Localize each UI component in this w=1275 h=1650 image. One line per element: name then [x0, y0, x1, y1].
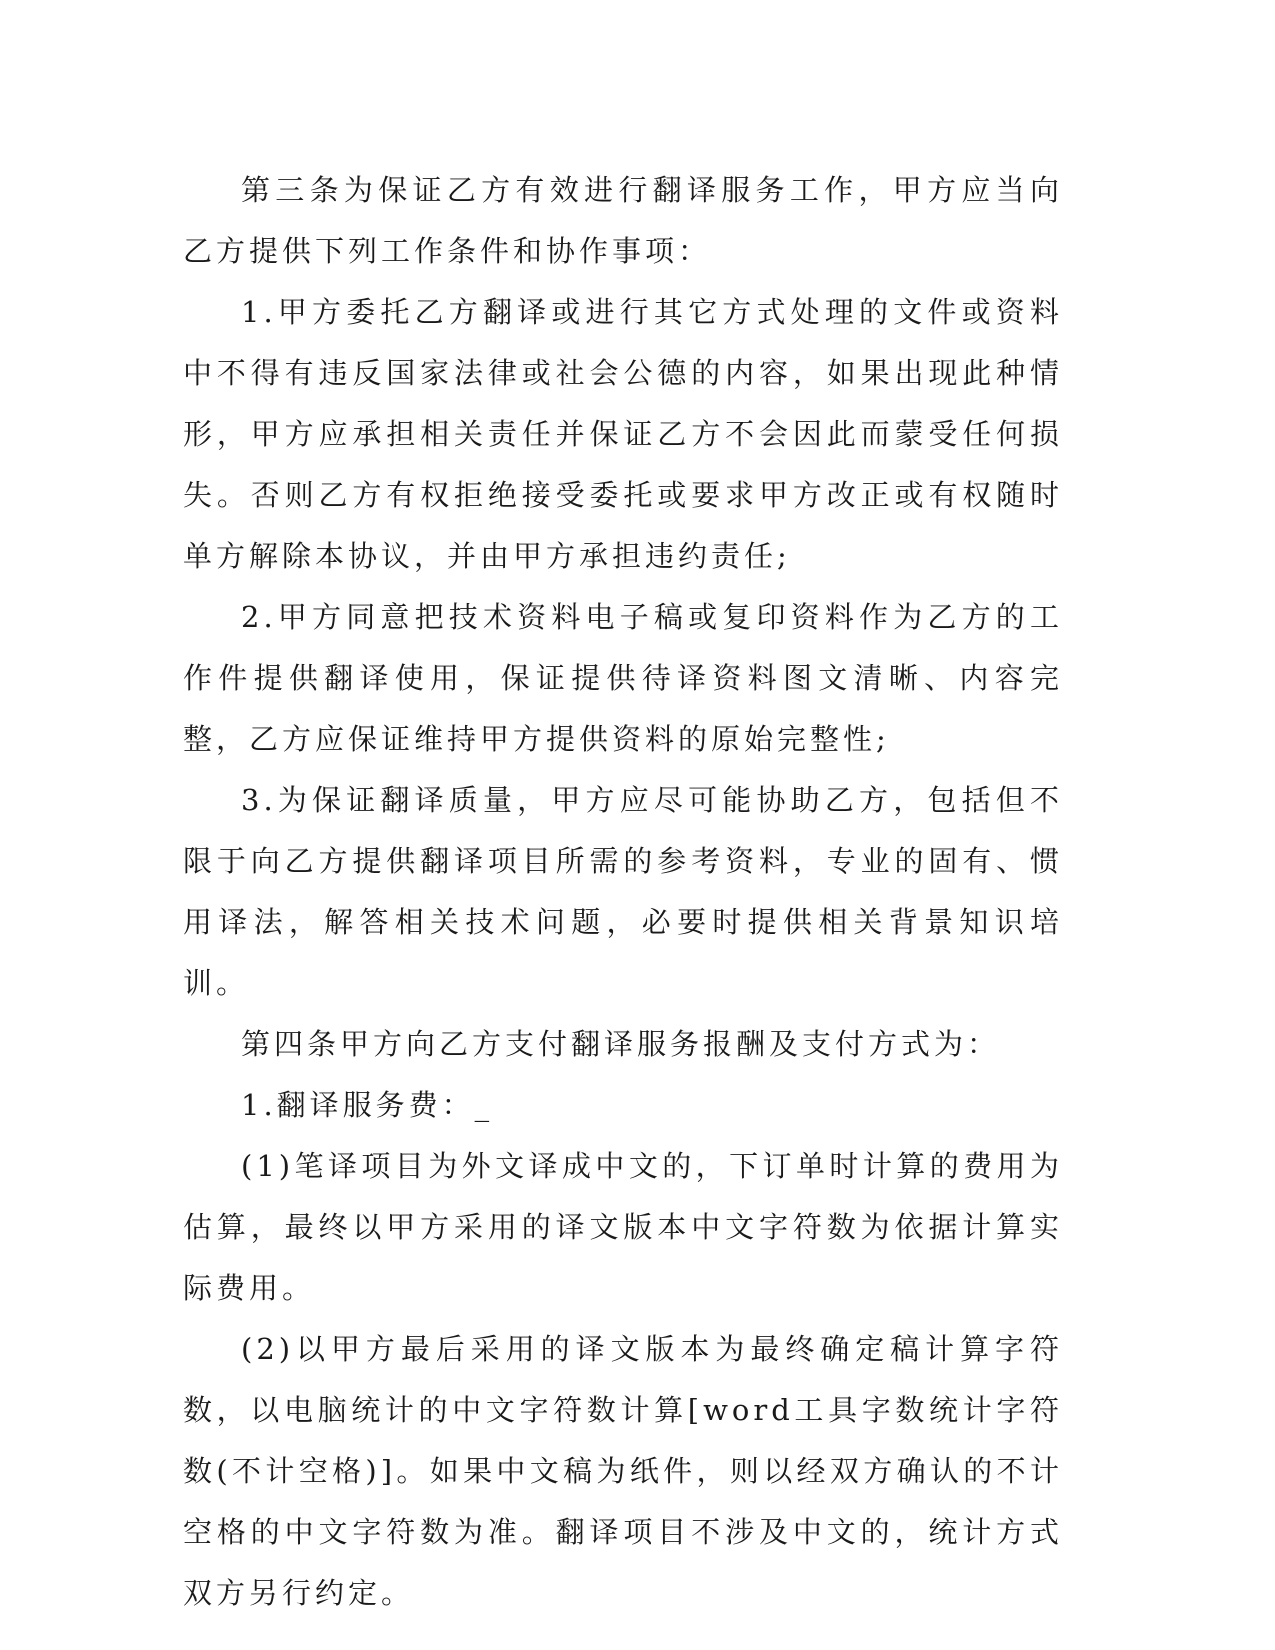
article-3-heading-paragraph: 第三条为保证乙方有效进行翻译服务工作，甲方应当向乙方提供下列工作条件和协作事项： [183, 173, 1063, 268]
translation-fee-paragraph: 1.翻译服务费：_ [241, 1088, 494, 1122]
article-3-item-2-paragraph: 2.甲方同意把技术资料电子稿或复印资料作为乙方的工作件提供翻译使用，保证提供待译资料图文清晰、内容完整，乙方应保证维持甲方提供资料的原始完整性; [183, 600, 1063, 756]
article-4-heading-paragraph: 第四条甲方向乙方支付翻译服务报酬及支付方式为： [241, 1027, 1001, 1061]
fee-clause-1-paragraph: (1)笔译项目为外文译成中文的，下订单时计算的费用为估算，最终以甲方采用的译文版本中文字符数为依据计算实际费用。 [183, 1149, 1063, 1305]
document-body [183, 160, 1063, 1624]
article-3-item-3-paragraph: 3.为保证翻译质量，甲方应尽可能协助乙方，包括但不限于向乙方提供翻译项目所需的参考资料，专业的固有、惯用译法，解答相关技术问题，必要时提供相关背景知识培训。 [183, 783, 1063, 1000]
fee-clause-2-paragraph: (2)以甲方最后采用的译文版本为最终确定稿计算字符数，以电脑统计的中文字符数计算[word工具字数统计字符数(不计空格)]。如果中文稿为纸件，则以经双方确认的不计空格的中文字符数为准。翻译项目不涉及中文的，统计方式双方另行约定。 [183, 1332, 1063, 1610]
article-3-item-1-paragraph: 1.甲方委托乙方翻译或进行其它方式处理的文件或资料中不得有违反国家法律或社会公德的内容，如果出现此种情形，甲方应承担相关责任并保证乙方不会因此而蒙受任何损失。否则乙方有权拒绝接受委托或要求甲方改正或有权随时单方解除本协议，并由甲方承担违约责任; [183, 295, 1063, 573]
